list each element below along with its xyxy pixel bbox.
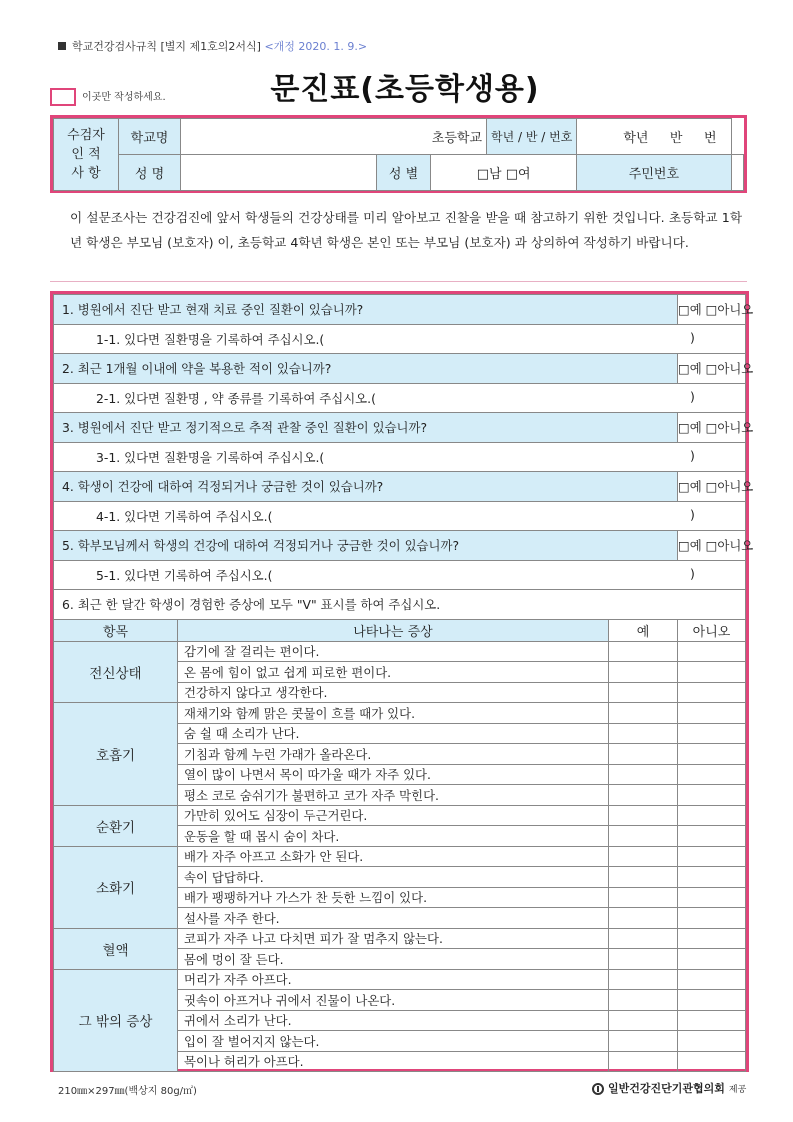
no-check-cell[interactable]: [678, 805, 746, 826]
symptom-text: 배가 자주 아프고 소화가 안 된다.: [178, 846, 609, 867]
no-check-cell[interactable]: [678, 744, 746, 765]
yes-check-cell[interactable]: [609, 744, 678, 765]
yes-check-cell[interactable]: [609, 723, 678, 744]
no-check-cell[interactable]: [678, 703, 746, 724]
symptom-text: 운동을 할 때 몹시 숨이 차다.: [178, 826, 609, 847]
question-text: 2. 최근 1개월 이내에 약을 복용한 적이 있습니까?: [54, 354, 678, 384]
symptom-row: [54, 703, 746, 724]
number-unit: 번: [703, 131, 717, 146]
question-text: 5. 학부모님께서 학생의 건강에 대하여 걱정되거나 궁금한 것이 있습니까?: [54, 531, 678, 561]
no-check-cell[interactable]: [678, 928, 746, 949]
personal-info-section: [50, 115, 747, 193]
yes-check-cell[interactable]: [609, 662, 678, 683]
symptom-text: 입이 잘 벌어지지 않는다.: [178, 1031, 609, 1052]
answer-row: [54, 501, 746, 531]
symptom-text: 재채기와 함께 맑은 콧물이 흐를 때가 있다.: [178, 703, 609, 724]
yes-check-cell[interactable]: [609, 867, 678, 888]
answer-row: [54, 324, 746, 354]
yes-check-cell[interactable]: [609, 826, 678, 847]
no-check-cell[interactable]: [678, 723, 746, 744]
symptom-text: 설사를 자주 한다.: [178, 908, 609, 929]
section-label-line-3: 사 항: [71, 166, 101, 181]
answer-field[interactable]: [54, 501, 746, 531]
symptom-text: 평소 코로 숨쉬기가 불편하고 코가 자주 막힌다.: [178, 785, 609, 806]
answer-field[interactable]: [54, 383, 746, 413]
yes-check-cell[interactable]: [609, 641, 678, 662]
no-check-cell[interactable]: [678, 908, 746, 929]
org-name: 일반건강진단기관협의회: [608, 1082, 725, 1095]
symptom-row: [54, 846, 746, 867]
symptom-text: 기침과 함께 누런 가래가 올라온다.: [178, 744, 609, 765]
yes-no-checkboxes[interactable]: □예 □아니오: [678, 531, 746, 561]
yes-check-cell[interactable]: [609, 969, 678, 990]
legend-box-icon: [50, 88, 76, 106]
divider: [50, 281, 747, 282]
intro-text: 이 설문조사는 건강검진에 앞서 학생들의 건강상태를 미리 알아보고 진찰을 받을 때 참고하기 위한 것입니다. 초등학교 1학년 학생은 부모님 (보호자) 이, 초등학교 4학년 학생은 본인 또는 부모님 (보호자) 과 상의하여 작성하기 바랍니다.: [70, 210, 742, 250]
yes-check-cell[interactable]: [609, 1031, 678, 1052]
question-text: 4. 학생이 건강에 대하여 걱정되거나 궁금한 것이 있습니까?: [54, 472, 678, 502]
symptom-text: 숨 쉴 때 소리가 난다.: [178, 723, 609, 744]
yes-check-cell[interactable]: [609, 990, 678, 1011]
question-text: 1. 병원에서 진단 받고 현재 치료 중인 질환이 있습니까?: [54, 295, 678, 325]
symptom-text: 몸에 멍이 잘 든다.: [178, 949, 609, 970]
regulation-line: [58, 38, 367, 54]
question-row: [54, 295, 746, 325]
symptom-text: 귓속이 아프거나 귀에서 진물이 나온다.: [178, 990, 609, 1011]
answer-prompt: 2-1. 있다면 질환명 , 약 종류를 기록하여 주십시오.(: [96, 390, 376, 406]
answer-close-paren: ): [690, 329, 695, 345]
category-label: 호흡기: [54, 703, 178, 806]
column-yes: 예: [609, 619, 678, 641]
yes-check-cell[interactable]: [609, 887, 678, 908]
column-item: 항목: [54, 619, 178, 641]
question-row: [54, 413, 746, 443]
column-symptom: 나타나는 증상: [178, 619, 609, 641]
name-field[interactable]: [181, 155, 377, 191]
answer-field[interactable]: [54, 560, 746, 590]
yes-check-cell[interactable]: [609, 764, 678, 785]
no-check-cell[interactable]: [678, 1051, 746, 1072]
class-unit: 반: [669, 131, 683, 146]
no-check-cell[interactable]: [678, 662, 746, 683]
answer-field[interactable]: [54, 442, 746, 472]
answer-close-paren: ): [690, 447, 695, 463]
regulation-text: 학교건강검사규칙 [별지 제1호의2서식]: [72, 40, 261, 53]
revision-text: <개정 2020. 1. 9.>: [264, 40, 368, 53]
yes-no-checkboxes[interactable]: □예 □아니오: [678, 413, 746, 443]
yes-no-checkboxes[interactable]: □예 □아니오: [678, 472, 746, 502]
answer-prompt: 3-1. 있다면 질환명을 기록하여 주십시오.(: [96, 449, 325, 465]
section-label-line-1: 수검자: [67, 128, 105, 143]
yes-check-cell[interactable]: [609, 846, 678, 867]
symptom-text: 가만히 있어도 심장이 두근거린다.: [178, 805, 609, 826]
answer-field[interactable]: [54, 324, 746, 354]
symptom-text: 감기에 잘 걸리는 편이다.: [178, 641, 609, 662]
question-row: [54, 590, 746, 620]
answer-close-paren: ): [690, 565, 695, 581]
school-suffix: 초등학교: [431, 131, 482, 146]
answer-row: [54, 442, 746, 472]
sex-label: 성 별: [377, 155, 431, 191]
symptom-text: 건강하지 않다고 생각한다.: [178, 682, 609, 703]
page-title: 문진표(초등학생용): [270, 72, 540, 107]
grade-label: 학년 / 반 / 번호: [487, 119, 577, 155]
yes-no-checkboxes[interactable]: □예 □아니오: [678, 354, 746, 384]
legend-text: 이곳만 작성하세요.: [82, 92, 166, 103]
symptom-text: 목이나 허리가 아프다.: [178, 1051, 609, 1072]
question-row: [54, 472, 746, 502]
no-check-cell[interactable]: [678, 682, 746, 703]
id-field[interactable]: [731, 155, 743, 191]
no-check-cell[interactable]: [678, 867, 746, 888]
answer-prompt: 5-1. 있다면 기록하여 주십시오.(: [96, 567, 273, 583]
symptom-row: [54, 641, 746, 662]
category-label: 순환기: [54, 805, 178, 846]
answer-prompt: 4-1. 있다면 기록하여 주십시오.(: [96, 508, 273, 524]
answer-close-paren: ): [690, 388, 695, 404]
no-check-cell[interactable]: [678, 846, 746, 867]
yes-check-cell[interactable]: [609, 703, 678, 724]
no-check-cell[interactable]: [678, 826, 746, 847]
symptom-text: 배가 팽팽하거나 가스가 찬 듯한 느낌이 있다.: [178, 887, 609, 908]
bullet-square-icon: [58, 42, 66, 50]
symptom-header-row: [54, 619, 746, 641]
grade-unit: 학년: [623, 131, 649, 146]
yes-check-cell[interactable]: [609, 805, 678, 826]
fill-legend: [50, 88, 166, 106]
grade-field[interactable]: [577, 119, 731, 155]
yes-check-cell[interactable]: [609, 949, 678, 970]
question-row: [54, 531, 746, 561]
section-label: [54, 119, 119, 191]
answer-prompt: 1-1. 있다면 질환명을 기록하여 주십시오.(: [96, 331, 325, 347]
symptom-text: 열이 많이 나면서 목이 따가울 때가 자주 있다.: [178, 764, 609, 785]
paper-spec: 210㎜×297㎜(백상지 80g/㎡): [58, 1086, 197, 1097]
school-label: 학교명: [119, 119, 181, 155]
answer-row: [54, 383, 746, 413]
id-label: 주민번호: [577, 155, 731, 191]
yes-check-cell[interactable]: [609, 1051, 678, 1072]
category-label: 소화기: [54, 846, 178, 928]
questionnaire-section: [50, 291, 754, 1072]
no-check-cell[interactable]: [678, 785, 746, 806]
symptom-text: 귀에서 소리가 난다.: [178, 1010, 609, 1031]
provided-text: 제공: [728, 1085, 747, 1095]
no-check-cell[interactable]: [678, 887, 746, 908]
no-check-cell[interactable]: [678, 641, 746, 662]
answer-row: [54, 560, 746, 590]
yes-check-cell[interactable]: [609, 785, 678, 806]
category-label: 전신상태: [54, 641, 178, 703]
personal-info-table: [53, 118, 744, 191]
no-check-cell[interactable]: [678, 990, 746, 1011]
symptom-text: 코피가 자주 나고 다치면 피가 잘 멈추지 않는다.: [178, 928, 609, 949]
section-label-line-2: 인 적: [71, 147, 101, 162]
questionnaire-table: [53, 294, 754, 1072]
provider: [592, 1080, 746, 1096]
no-check-cell[interactable]: [678, 1031, 746, 1052]
no-check-cell[interactable]: [678, 969, 746, 990]
answer-close-paren: ): [690, 506, 695, 522]
symptom-row: [54, 928, 746, 949]
question-text: 3. 병원에서 진단 받고 정기적으로 추적 관찰 중인 질환이 있습니까?: [54, 413, 678, 443]
school-field[interactable]: [181, 119, 487, 155]
org-logo-icon: [592, 1083, 604, 1095]
yes-check-cell[interactable]: [609, 682, 678, 703]
no-check-cell[interactable]: [678, 949, 746, 970]
yes-check-cell[interactable]: [609, 928, 678, 949]
yes-check-cell[interactable]: [609, 908, 678, 929]
category-label: 그 밖의 증상: [54, 969, 178, 1072]
no-check-cell[interactable]: [678, 764, 746, 785]
symptom-row: [54, 969, 746, 990]
question-row: [54, 354, 746, 384]
yes-no-checkboxes[interactable]: □예 □아니오: [678, 295, 746, 325]
symptom-row: [54, 805, 746, 826]
name-label: 성 명: [119, 155, 181, 191]
question-6-text: 6. 최근 한 달간 학생이 경험한 증상에 모두 "V" 표시를 하여 주십시오.: [54, 590, 746, 620]
symptom-text: 온 몸에 힘이 없고 쉽게 피로한 편이다.: [178, 662, 609, 683]
category-label: 혈액: [54, 928, 178, 969]
no-check-cell[interactable]: [678, 1010, 746, 1031]
sex-checkboxes[interactable]: □남 □여: [431, 155, 577, 191]
column-no: 아니오: [678, 619, 746, 641]
symptom-text: 속이 답답하다.: [178, 867, 609, 888]
symptom-text: 머리가 자주 아프다.: [178, 969, 609, 990]
yes-check-cell[interactable]: [609, 1010, 678, 1031]
